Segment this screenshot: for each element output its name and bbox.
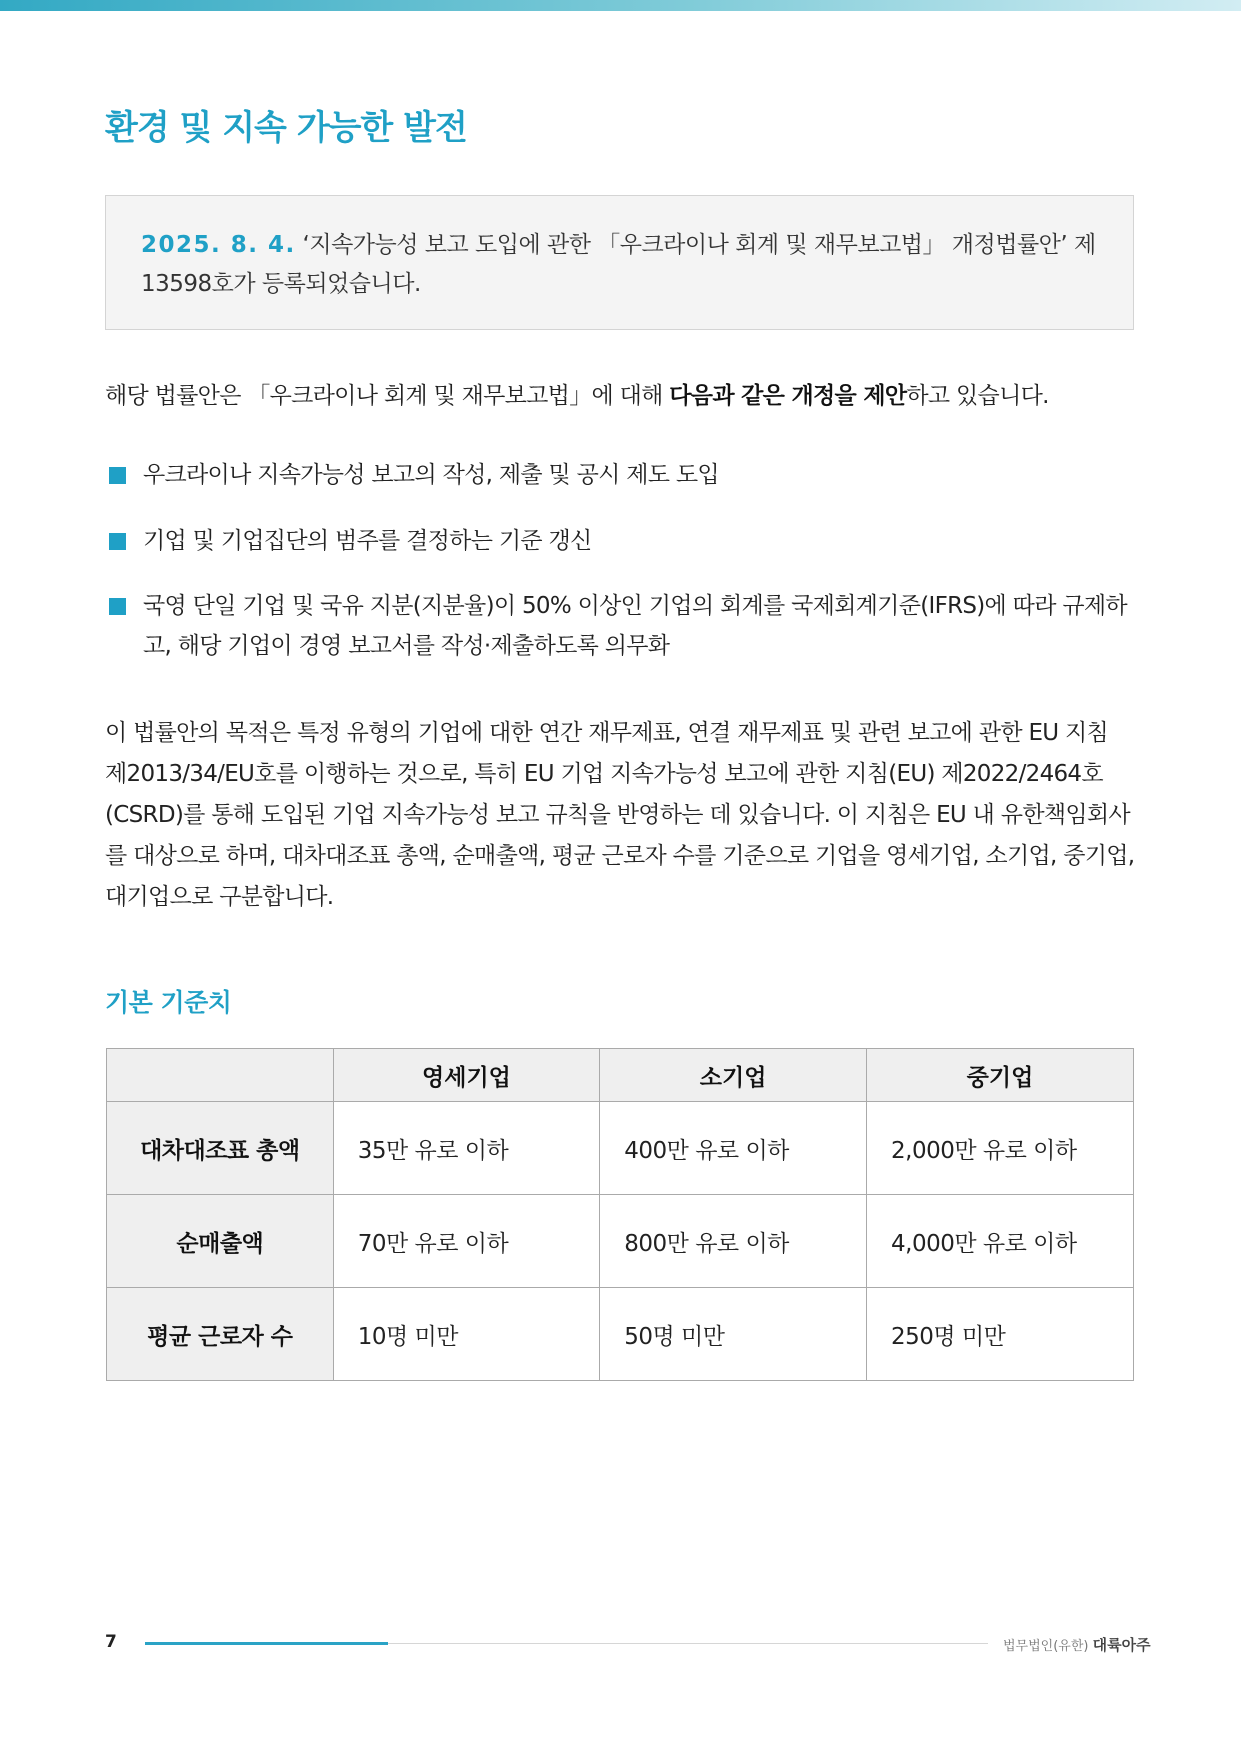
firm-name: 대륙아주	[1092, 1636, 1151, 1654]
table-cell: 2,000만 유로 이하	[867, 1102, 1134, 1195]
notice-box	[105, 195, 1134, 330]
table-cell: 4,000만 유로 이하	[867, 1195, 1134, 1288]
notice-text: ‘지속가능성 보고 도입에 관한 「우크라이나 회계 및 재무보고법」 개정법률안’ 제 13598호가 등록되었습니다.	[141, 232, 1096, 297]
table-title: 기본 기준치	[105, 988, 232, 1017]
square-bullet-icon	[109, 533, 126, 550]
table-cell: 50명 미만	[600, 1288, 867, 1381]
list-item-text: 기업 및 기업집단의 범주를 결정하는 기준 갱신	[143, 528, 592, 554]
body-paragraph: 이 법률안의 목적은 특정 유형의 기업에 대한 연간 재무제표, 연결 재무제표 및 관련 보고에 관한 EU 지침 제2013/34/EU호를 이행하는 것으로, 특히 EU 기업 지속가능성 보고에 관한 지침(EU) 제2022/2464호(CSRD)를 통해 도입된 기업 지속가능성 보고 규칙을 반영하는 데 있습니다. 이 지침은 EU 내 유한책임회사를 대상으로 하며, 대차대조표 총액, 순매출액, 평균 근로자 수를 기준으로 기업을 영세기업, 소기업, 중기업, 대기업으로 구분합니다.	[105, 720, 1135, 910]
row-header: 대차대조표 총액	[107, 1102, 334, 1195]
list-item	[105, 521, 1135, 561]
page-title: 환경 및 지속 가능한 발전	[105, 108, 467, 148]
list-item	[105, 455, 1135, 495]
page-number: 7	[105, 1632, 117, 1652]
square-bullet-icon	[109, 598, 126, 615]
firm-prefix: 법무법인(유한)	[1003, 1639, 1089, 1654]
table-cell: 800만 유로 이하	[600, 1195, 867, 1288]
table-cell: 10명 미만	[333, 1288, 600, 1381]
footer-firm-name	[1003, 1634, 1151, 1655]
footer-accent-line	[145, 1642, 388, 1645]
list-item	[105, 586, 1135, 666]
square-bullet-icon	[109, 467, 126, 484]
list-item-text: 국영 단일 기업 및 국유 지분(지분율)이 50% 이상인 기업의 회계를 국제회계기준(IFRS)에 따라 규제하고, 해당 기업이 경영 보고서를 작성·제출하도록 의무화	[143, 593, 1127, 659]
intro-text-bold: 다음과 같은 개정을 제안	[669, 383, 907, 409]
table-cell: 250명 미만	[867, 1288, 1134, 1381]
footer-divider	[388, 1643, 988, 1644]
table-row	[107, 1102, 1134, 1195]
table-corner-cell	[107, 1049, 334, 1102]
column-header: 소기업	[600, 1049, 867, 1102]
list-item-text: 우크라이나 지속가능성 보고의 작성, 제출 및 공시 제도 도입	[143, 462, 719, 488]
row-header: 평균 근로자 수	[107, 1288, 334, 1381]
notice-date: 2025. 8. 4.	[141, 232, 296, 258]
table-cell: 35만 유로 이하	[333, 1102, 600, 1195]
intro-text	[105, 378, 1145, 414]
column-header: 영세기업	[333, 1049, 600, 1102]
table-header-row	[107, 1049, 1134, 1102]
table-row	[107, 1195, 1134, 1288]
criteria-table	[106, 1048, 1134, 1381]
intro-text-before: 해당 법률안은 「우크라이나 회계 및 재무보고법」에 대해	[105, 383, 670, 409]
top-accent-bar	[0, 0, 1241, 11]
amendment-list	[105, 455, 1135, 666]
table-row	[107, 1288, 1134, 1381]
row-header: 순매출액	[107, 1195, 334, 1288]
column-header: 중기업	[867, 1049, 1134, 1102]
table-cell: 400만 유로 이하	[600, 1102, 867, 1195]
table-cell: 70만 유로 이하	[333, 1195, 600, 1288]
intro-text-after: 하고 있습니다.	[906, 383, 1049, 409]
